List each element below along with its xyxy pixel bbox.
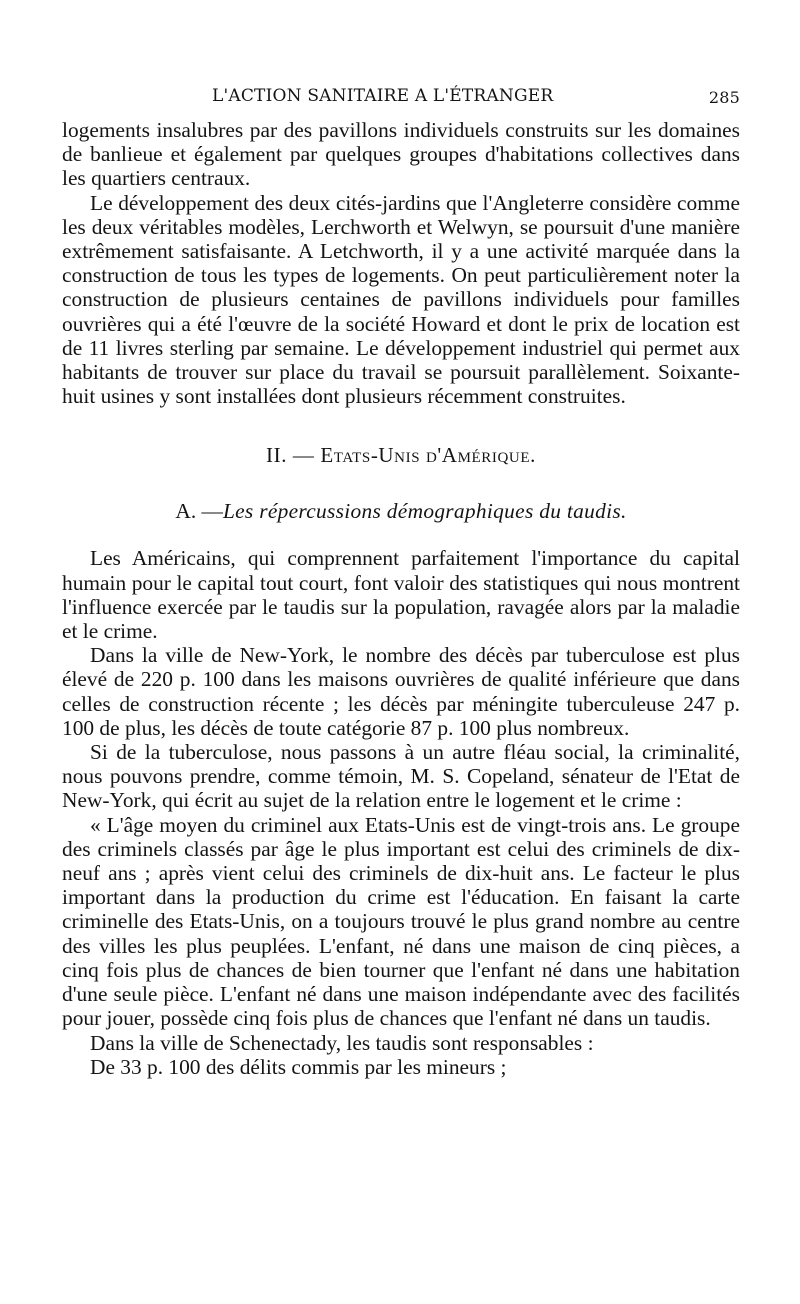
sub-heading-title: Les répercussions démographiques du taudis. <box>222 499 627 524</box>
paragraph-new-york-deaths: Dans la ville de New-York, le nombre des décès par tuberculose est plus élevé de 220 p. 100 dans les maisons ouvrières de qualité inférieure que dans celles de construction récente ; les décès par méningite tuberculeuse 247 p. 100 de plus, les décès de toute catégorie 87 p. 100 plus nombreux. <box>62 643 740 740</box>
paragraph-copeland-quote: « L'âge moyen du criminel aux Etats-Unis est de vingt-trois ans. Le groupe des criminels classés par âge le plus important est celui des criminels de dix-neuf ans ; après vient celui des criminels de dix-huit ans. Le facteur le plus important dans la production du crime est l'éducation. En faisant la carte criminelle des Etats-Unis, on a toujours trouvé le plus grand nombre au centre des villes les plus peuplées. L'enfant, né dans une maison de cinq pièces, a cinq fois plus de chances de bien tourner que l'enfant né dans une habitation d'une seule pièce. L'enfant né dans une maison indépendante avec des facilités pour jouer, possède cinq fois plus de chances que l'enfant né dans un taudis. <box>62 812 740 1031</box>
document-page <box>62 86 740 1079</box>
running-header <box>62 86 740 118</box>
section-heading: II. — Etats-Unis d'Amérique. <box>266 443 536 468</box>
paragraph-minors: De 33 p. 100 des délits commis par les mineurs ; <box>90 1054 507 1079</box>
sub-heading-letter: A. — <box>175 499 223 524</box>
paragraph-continuation: logements insalubres par des pavillons individuels construits sur les domaines de banlieue et également par quelques groupes d'habitations collectives dans les quartiers centraux. <box>62 118 740 191</box>
sub-heading <box>62 499 740 524</box>
paragraph-criminality: Si de la tuberculose, nous passons à un autre fléau social, la criminalité, nous pouvons prendre, comme témoin, M. S. Copeland, sénateur de l'Etat de New-York, qui écrit au sujet de la relation entre le logement et le crime : <box>62 740 740 813</box>
paragraph-garden-cities: Le développement des deux cités-jardins que l'Angleterre considère comme les deux véritables modèles, Lerchworth et Welwyn, se poursuit d'une manière extrêmement satisfaisante. A Letchworth, il y a une activité marquée dans la construction de tous les types de logements. On peut particulièrement noter la construction de plusieurs centaines de pavillons individuels pour familles ouvrières qui a été l'œuvre de la société Howard et dont le prix de location est de 11 livres sterling par semaine. Le développement industriel qui permet aux habitants de trouver sur place du travail se poursuit parallèlement. Soixante-huit usines y sont installées dont plusieurs récemment construites. <box>62 190 740 409</box>
paragraph-americans: Les Américains, qui comprennent parfaitement l'importance du capital humain pour le capital tout court, font valoir des statistiques qui nous montrent l'influence exercée par le taudis sur la population, ravagée alors par la maladie et le crime. <box>62 546 740 644</box>
page-number: 285 <box>708 88 740 107</box>
running-title: L'ACTION SANITAIRE A L'ÉTRANGER <box>212 86 554 106</box>
paragraph-schenectady: Dans la ville de Schenectady, les taudis sont responsables : <box>90 1030 594 1055</box>
